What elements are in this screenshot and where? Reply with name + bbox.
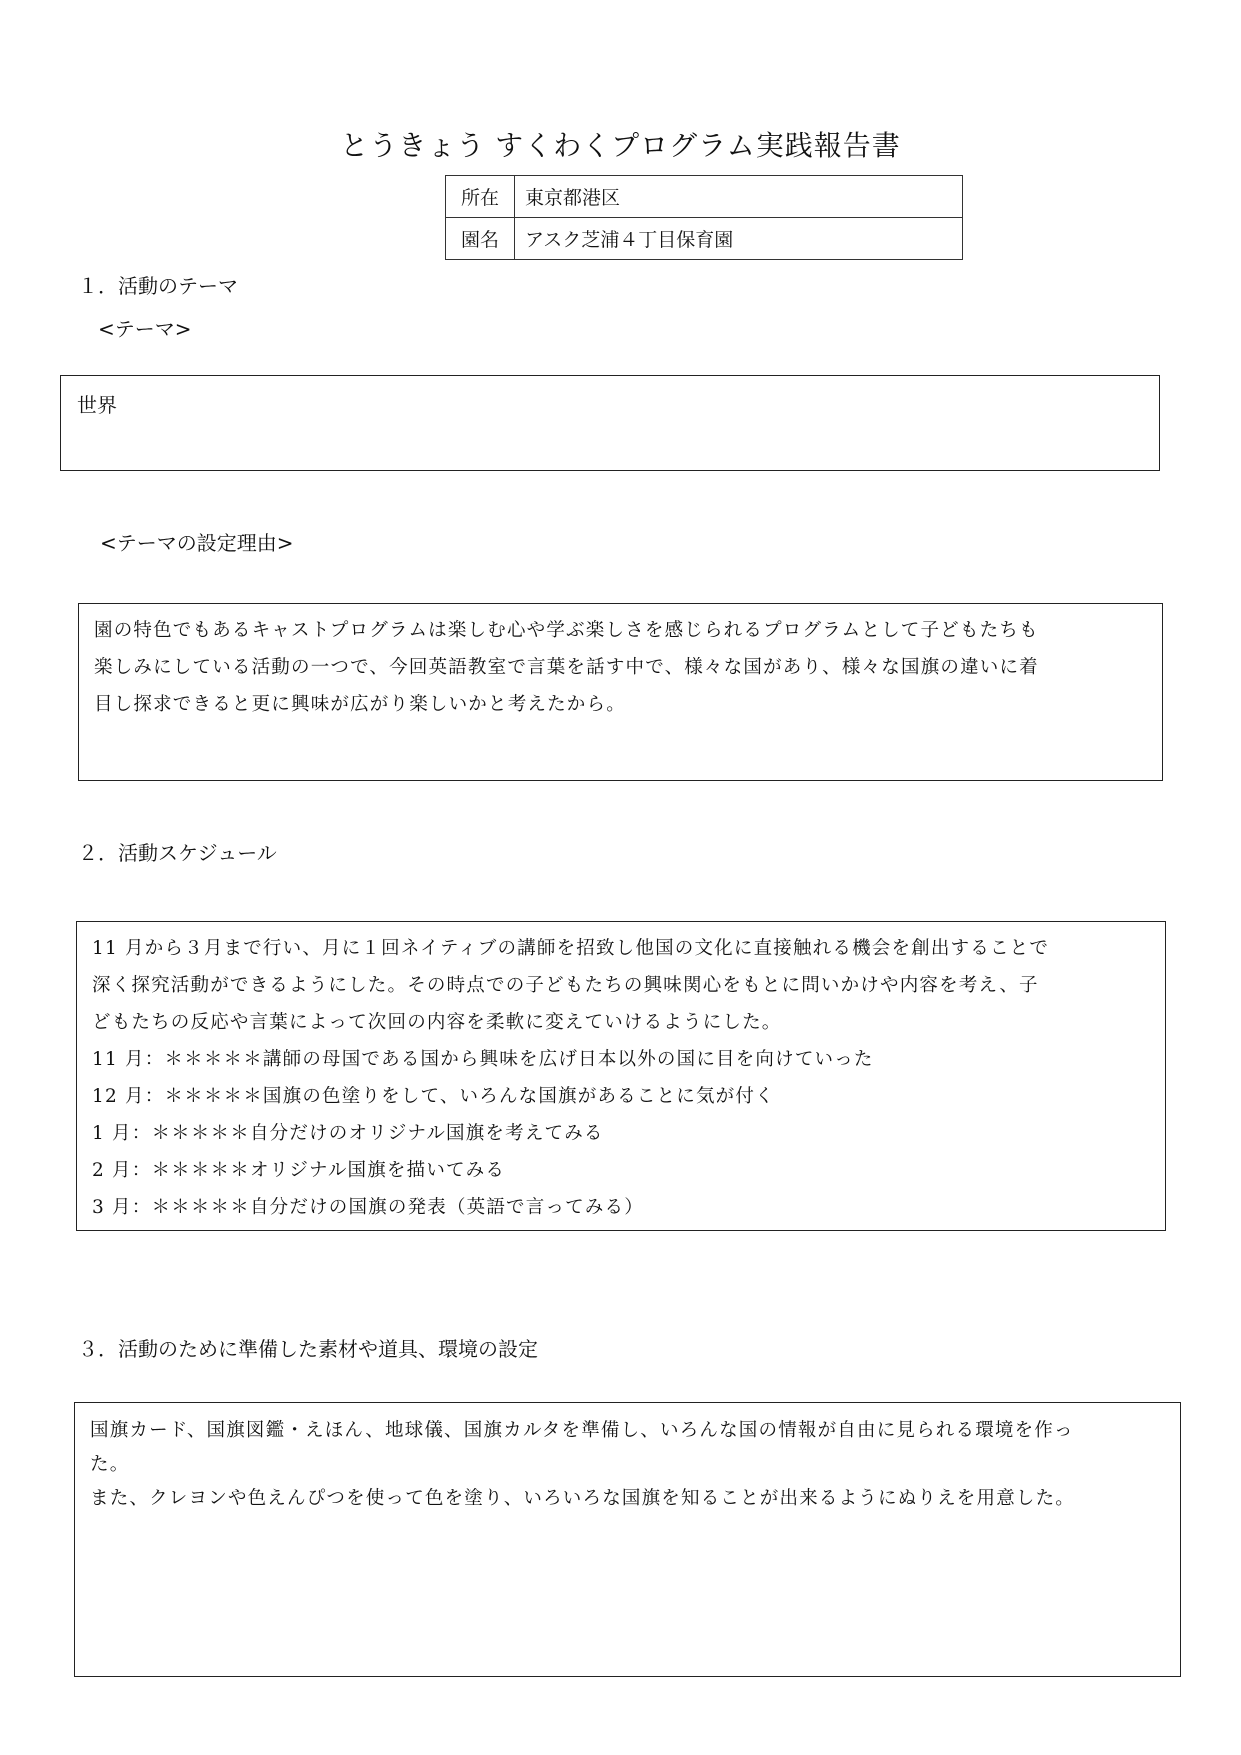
school-name-label: 園名 — [446, 218, 515, 260]
info-table — [445, 175, 963, 260]
schedule-line: 12 月：＊＊＊＊＊国旗の色塗りをして、いろんな国旗があることに気が付く — [92, 1086, 775, 1107]
schedule-line: 1 月：＊＊＊＊＊自分だけのオリジナル国旗を考えてみる — [92, 1123, 604, 1144]
theme-box — [60, 375, 1160, 471]
materials-line: また、クレヨンや色えんぴつを使って色を塗り、いろいろな国旗を知ることが出来るようにぬりえを用意した。 — [90, 1488, 1076, 1509]
materials-box — [74, 1402, 1181, 1677]
schedule-text — [92, 930, 1049, 1226]
schedule-line: 深く探究活動ができるようにした。その時点での子どもたちの興味関心をもとに問いかけや内容を考え、子 — [92, 975, 1039, 996]
materials-line: 国旗カード、国旗図鑑・えほん、地球儀、国旗カルタを準備し、いろんな国の情報が自由に見られる環境を作っ — [90, 1420, 1074, 1441]
schedule-line: どもたちの反応や言葉によって次回の内容を柔軟に変えていけるようにした。 — [92, 1012, 782, 1033]
location-label: 所在 — [446, 176, 515, 218]
section2-heading: ２．活動スケジュール — [78, 841, 277, 865]
info-row-location — [446, 176, 963, 218]
theme-value: 世界 — [77, 393, 117, 417]
reason-line: 目し探求できると更に興味が広がり楽しいかと考えたから。 — [94, 694, 626, 715]
reason-line: 楽しみにしている活動の一つで、今回英語教室で言葉を話す中で、様々な国があり、様々な国旗の違いに着 — [94, 657, 1039, 678]
info-row-name — [446, 218, 963, 260]
school-name-value: アスク芝浦４丁目保育園 — [515, 218, 963, 260]
reason-box — [78, 603, 1163, 781]
schedule-line: 3 月：＊＊＊＊＊自分だけの国旗の発表（英語で言ってみる） — [92, 1197, 644, 1218]
materials-line: た。 — [90, 1454, 130, 1475]
reason-line: 園の特色でもあるキャストプログラムは楽しむ心や学ぶ楽しさを感じられるプログラムとして子どもたちも — [94, 620, 1039, 641]
section1-heading: １．活動のテーマ — [78, 274, 238, 298]
theme-label: <テーマ> — [98, 317, 192, 341]
materials-text — [90, 1414, 1075, 1516]
schedule-line: 11 月：＊＊＊＊＊講師の母国である国から興味を広げ日本以外の国に目を向けていった — [92, 1049, 874, 1070]
reason-text — [94, 612, 1039, 723]
schedule-line: 11 月から３月まで行い、月に１回ネイティブの講師を招致し他国の文化に直接触れる機会を創出することで — [92, 938, 1050, 959]
schedule-box — [76, 921, 1166, 1231]
reason-label: <テーマの設定理由> — [100, 531, 294, 555]
page-title: とうきょう すくわくプログラム実践報告書 — [340, 129, 901, 162]
section3-heading: ３．活動のために準備した素材や道具、環境の設定 — [78, 1337, 538, 1361]
location-value: 東京都港区 — [515, 176, 963, 218]
schedule-line: 2 月：＊＊＊＊＊オリジナル国旗を描いてみる — [92, 1160, 506, 1181]
